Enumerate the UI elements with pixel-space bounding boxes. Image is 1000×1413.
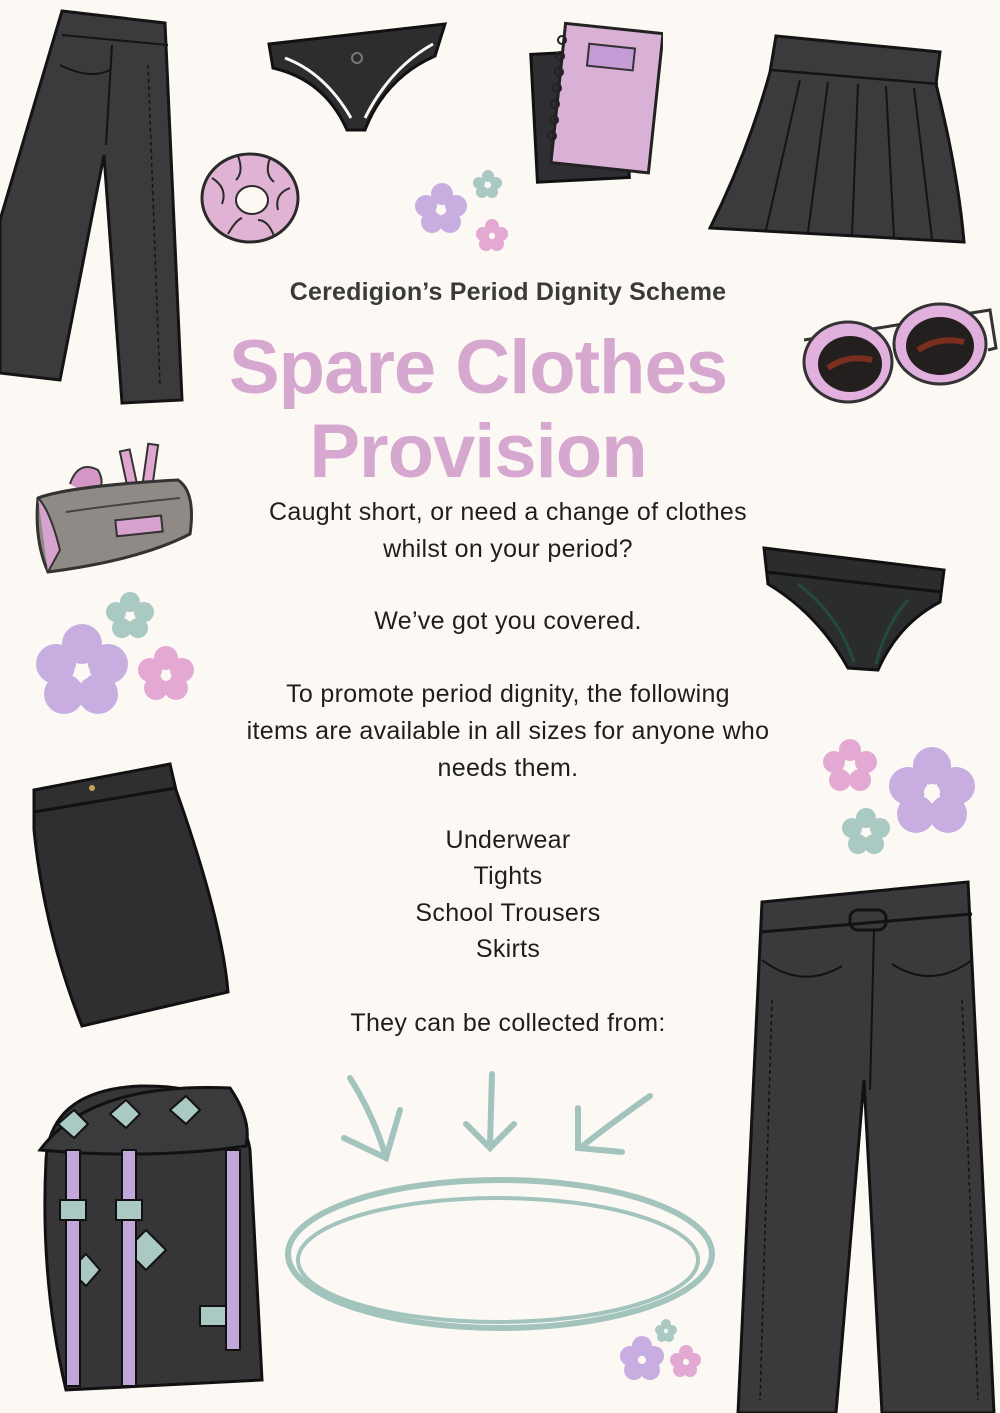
briefs-icon xyxy=(758,544,950,674)
promote-line-1: To promote period dignity, the following xyxy=(286,680,730,708)
scrunchie-icon xyxy=(198,148,303,248)
pencil-case-icon xyxy=(30,440,200,580)
flower-icon xyxy=(410,168,515,258)
flower-icon xyxy=(820,738,980,868)
flower-icon xyxy=(36,590,201,720)
covered-text: We’ve got you covered. xyxy=(374,607,642,635)
promote-line-3: needs them. xyxy=(437,754,579,782)
item-skirts: Skirts xyxy=(475,935,541,963)
title-line-2: Provision xyxy=(309,409,647,494)
pleated-skirt-icon xyxy=(708,32,968,247)
jeans-icon xyxy=(732,880,1000,1413)
title-line-1: Spare Clothes xyxy=(228,325,728,410)
backpack-icon xyxy=(30,1080,270,1395)
location-oval xyxy=(280,1170,720,1340)
item-underwear: Underwear xyxy=(445,826,571,854)
arrow-icon xyxy=(330,1068,670,1168)
notebooks-icon xyxy=(528,20,663,185)
briefs-icon xyxy=(265,18,450,138)
intro-line-1: Caught short, or need a change of clothes xyxy=(269,498,747,526)
promote-line-2: items are available in all sizes for anyone who xyxy=(246,717,770,745)
scheme-name: Ceredigion’s Period Dignity Scheme xyxy=(289,278,727,306)
item-tights: Tights xyxy=(473,862,543,890)
pencil-skirt-icon xyxy=(22,760,232,1032)
intro-line-2: whilst on your period? xyxy=(383,535,633,563)
flower-icon xyxy=(620,1318,705,1388)
collect-text: They can be collected from: xyxy=(350,1009,666,1037)
item-school-trousers: School Trousers xyxy=(415,899,601,927)
